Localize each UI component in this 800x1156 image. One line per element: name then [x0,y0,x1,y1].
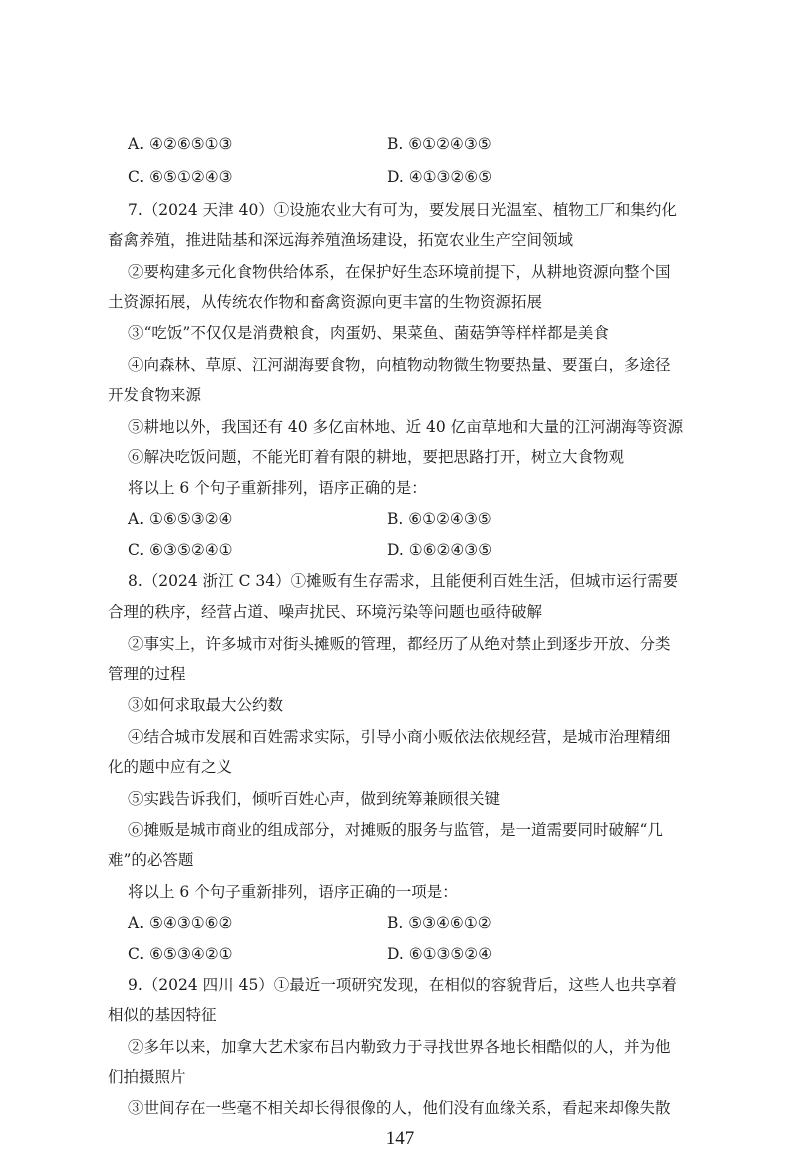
q7-option-a: A. ①⑥⑤③②④ [128,510,233,528]
q7-stem-line2: 畜禽养殖，推进陆基和深远海养殖渔场建设，拓宽农业生产空间领域 [108,231,574,249]
q8-option-b: B. ⑤③④⑥①② [387,914,492,932]
q6-option-b: B. ⑥①②④③⑤ [387,135,492,153]
q7-option-c: C. ⑥③⑤②④① [128,541,233,559]
q9-sentence2-line2: 们拍摄照片 [108,1068,186,1086]
q7-option-d: D. ①⑥②④③⑤ [387,541,493,559]
q8-sentence4-line2: 化的题中应有之义 [108,758,233,776]
q8-sentence5: ⑤实践告诉我们，倾听百姓心声，做到统筹兼顾很关键 [128,790,501,808]
q6-option-a: A. ④②⑥⑤①③ [128,135,233,153]
q9-stem-line1: 9.（2024 四川 45）①最近一项研究发现，在相似的容貌背后，这些人也共享着 [128,976,677,994]
q8-sentence6-line2: 难”的必答题 [108,851,194,869]
q7-sentence4-line2: 开发食物来源 [108,386,202,404]
q6-option-d: D. ④①③②⑥⑤ [387,168,493,186]
q8-stem-line1: 8.（2024 浙江 C 34）①摊贩有生存需求，且能便利百姓生活，但城市运行需要 [128,572,679,590]
q7-sentence4-line1: ④向森林、草原、江河湖海要食物，向植物动物微生物要热量、要蛋白，多途径 [128,356,671,374]
q8-sentence6-line1: ⑥摊贩是城市商业的组成部分，对摊贩的服务与监管，是一道需要同时破解“几 [128,821,663,839]
q7-sentence6: ⑥解决吃饭问题，不能光盯着有限的耕地，要把思路打开，树立大食物观 [128,448,625,466]
q7-sentence2-line2: 土资源拓展，从传统农作物和畜禽资源向更丰富的生物资源拓展 [108,293,543,311]
q8-option-a: A. ⑤④③①⑥② [128,914,233,932]
q8-sentence2-line1: ②事实上，许多城市对街头摊贩的管理，都经历了从绝对禁止到逐步开放、分类 [128,635,671,653]
q7-stem-line1: 7.（2024 天津 40）①设施农业大有可为，要发展日光温室、植物工厂和集约化 [128,201,677,219]
q8-sentence2-line2: 管理的过程 [108,665,186,683]
q7-sentence2-line1: ②要构建多元化食物供给体系，在保护好生态环境前提下，从耕地资源向整个国 [128,263,671,281]
q7-sentence3: ③“吃饭”不仅仅是消费粮食，肉蛋奶、果菜鱼、菌菇笋等样样都是美食 [128,324,609,342]
q8-option-d: D. ⑥①③⑤②④ [387,945,493,963]
q7-prompt: 将以上 6 个句子重新排列，语序正确的是： [128,479,427,497]
q9-stem-line2: 相似的基因特征 [108,1006,217,1024]
q6-option-c: C. ⑥⑤①②④③ [128,168,233,186]
q8-option-c: C. ⑥⑤③④②① [128,945,233,963]
q9-sentence2-line1: ②多年以来，加拿大艺术家布吕内勒致力于寻找世界各地长相酷似的人，并为他 [128,1038,671,1056]
q7-sentence5: ⑤耕地以外，我国还有 40 多亿亩林地、近 40 亿亩草地和大量的江河湖海等资源 [128,418,684,436]
q8-sentence3: ③如何求取最大公约数 [128,696,284,714]
q7-option-b: B. ⑥①②④③⑤ [387,510,492,528]
q8-stem-line2: 合理的秩序，经营占道、噪声扰民、环境污染等问题也亟待破解 [108,603,543,621]
q8-prompt: 将以上 6 个句子重新排列，语序正确的一项是： [128,883,458,901]
q8-sentence4-line1: ④结合城市发展和百姓需求实际，引导小商小贩依法依规经营，是城市治理精细 [128,728,671,746]
page-number: 147 [385,1128,415,1149]
q9-sentence3-line1: ③世间存在一些毫不相关却长得很像的人，他们没有血缘关系，看起来却像失散 [128,1099,671,1117]
